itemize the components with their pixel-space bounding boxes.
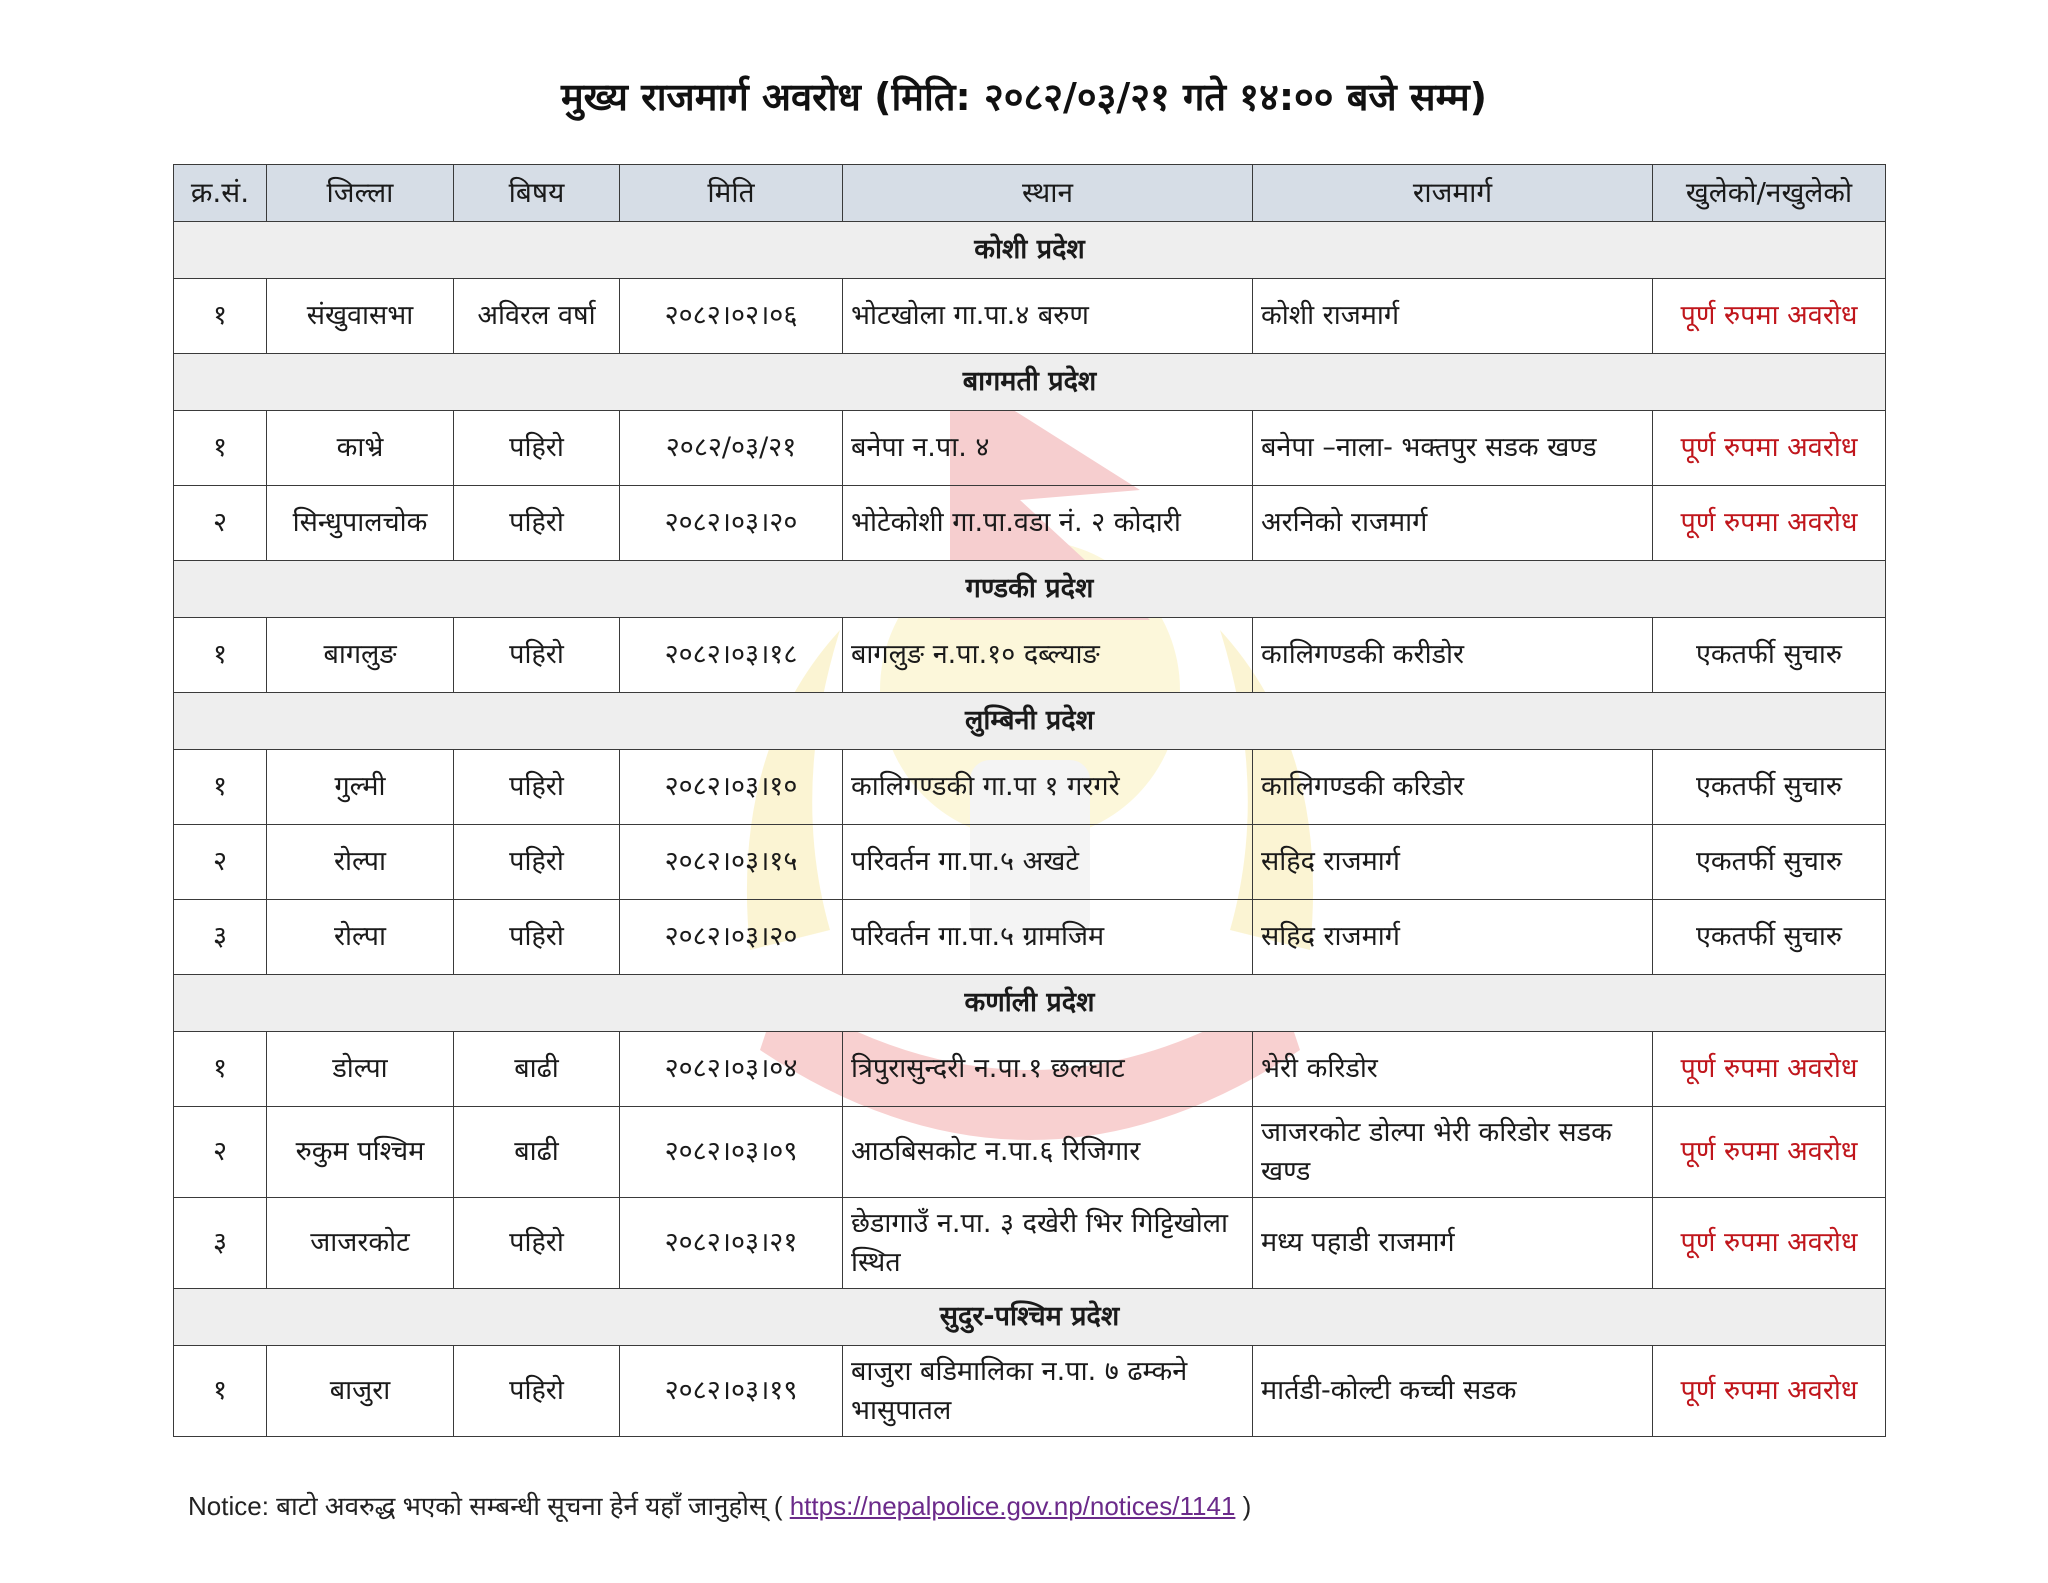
cell-status: एकतर्फी सुचारु — [1653, 618, 1886, 693]
section-title: कर्णाली प्रदेश — [174, 975, 1886, 1032]
cell-date: २०८२।०३।२० — [620, 486, 843, 561]
cell-district: सिन्धुपालचोक — [267, 486, 454, 561]
cell-place: छेडागाउँ न.पा. ३ दखेरी भिर गिट्टिखोला स्थित — [843, 1198, 1253, 1289]
cell-subject: पहिरो — [454, 1346, 620, 1437]
cell-place: परिवर्तन गा.पा.५ अखटे — [843, 825, 1253, 900]
cell-subject: बाढी — [454, 1107, 620, 1198]
cell-date: २०८२।०३।०४ — [620, 1032, 843, 1107]
cell-status: पूर्ण रुपमा अवरोध — [1653, 1346, 1886, 1437]
section-row — [174, 1289, 1886, 1346]
section-row — [174, 354, 1886, 411]
cell-highway: कोशी राजमार्ग — [1253, 279, 1653, 354]
cell-highway: सहिद राजमार्ग — [1253, 825, 1653, 900]
cell-place: भोटखोला गा.पा.४ बरुण — [843, 279, 1253, 354]
cell-sn: २ — [174, 825, 267, 900]
section-row — [174, 975, 1886, 1032]
cell-district: रोल्पा — [267, 900, 454, 975]
cell-status: पूर्ण रुपमा अवरोध — [1653, 1032, 1886, 1107]
cell-highway: अरनिको राजमार्ग — [1253, 486, 1653, 561]
table-row — [174, 750, 1886, 825]
cell-sn: ३ — [174, 900, 267, 975]
table-row — [174, 618, 1886, 693]
cell-place: बागलुङ न.पा.१० दब्ल्याङ — [843, 618, 1253, 693]
cell-sn: २ — [174, 486, 267, 561]
section-row — [174, 222, 1886, 279]
cell-subject: पहिरो — [454, 900, 620, 975]
cell-highway: सहिद राजमार्ग — [1253, 900, 1653, 975]
cell-date: २०८२।०३।१९ — [620, 1346, 843, 1437]
col-header-district: जिल्ला — [267, 165, 454, 222]
cell-subject: पहिरो — [454, 411, 620, 486]
cell-highway: जाजरकोट डोल्पा भेरी करिडोर सडक खण्ड — [1253, 1107, 1653, 1198]
cell-sn: १ — [174, 411, 267, 486]
cell-date: २०८२।०३।१८ — [620, 618, 843, 693]
cell-district: रुकुम पश्चिम — [267, 1107, 454, 1198]
cell-subject: पहिरो — [454, 618, 620, 693]
col-header-subject: बिषय — [454, 165, 620, 222]
section-title: सुदुर-पश्चिम प्रदेश — [174, 1289, 1886, 1346]
col-header-status: खुलेको/नखुलेको — [1653, 165, 1886, 222]
cell-place: आठबिसकोट न.पा.६ रिजिगार — [843, 1107, 1253, 1198]
cell-date: २०८२।०३।२० — [620, 900, 843, 975]
cell-subject: पहिरो — [454, 486, 620, 561]
cell-subject: पहिरो — [454, 750, 620, 825]
notice-line — [188, 1487, 1251, 1523]
cell-status: पूर्ण रुपमा अवरोध — [1653, 411, 1886, 486]
table-row — [174, 486, 1886, 561]
cell-place: बाजुरा बडिमालिका न.पा. ७ ढम्कने भासुपातल — [843, 1346, 1253, 1437]
cell-sn: १ — [174, 279, 267, 354]
cell-status: एकतर्फी सुचारु — [1653, 750, 1886, 825]
cell-place: बनेपा न.पा. ४ — [843, 411, 1253, 486]
notice-suffix: ) — [1235, 1491, 1252, 1521]
cell-subject: बाढी — [454, 1032, 620, 1107]
cell-place: परिवर्तन गा.पा.५ ग्रामजिम — [843, 900, 1253, 975]
table-row — [174, 1107, 1886, 1198]
table-row — [174, 1032, 1886, 1107]
col-header-date: मिति — [620, 165, 843, 222]
cell-highway: कालिगण्डकी करीडोर — [1253, 618, 1653, 693]
cell-subject: पहिरो — [454, 1198, 620, 1289]
section-title: कोशी प्रदेश — [174, 222, 1886, 279]
cell-status: एकतर्फी सुचारु — [1653, 900, 1886, 975]
cell-highway: मध्य पहाडी राजमार्ग — [1253, 1198, 1653, 1289]
cell-district: काभ्रे — [267, 411, 454, 486]
cell-status: पूर्ण रुपमा अवरोध — [1653, 486, 1886, 561]
section-title: बागमती प्रदेश — [174, 354, 1886, 411]
section-row — [174, 693, 1886, 750]
cell-date: २०८२।०२।०६ — [620, 279, 843, 354]
cell-date: २०८२।०३।२१ — [620, 1198, 843, 1289]
page-title: मुख्य राजमार्ग अवरोध (मिति: २०८२/०३/२१ गते १४:०० बजे सम्म) — [560, 75, 1488, 119]
cell-status: पूर्ण रुपमा अवरोध — [1653, 279, 1886, 354]
cell-subject: अविरल वर्षा — [454, 279, 620, 354]
cell-highway: बनेपा –नाला- भक्तपुर सडक खण्ड — [1253, 411, 1653, 486]
cell-district: गुल्मी — [267, 750, 454, 825]
col-header-highway: राजमार्ग — [1253, 165, 1653, 222]
cell-date: २०८२/०३/२१ — [620, 411, 843, 486]
cell-date: २०८२।०३।१० — [620, 750, 843, 825]
cell-place: भोटेकोशी गा.पा.वडा नं. २ कोदारी — [843, 486, 1253, 561]
cell-sn: १ — [174, 1032, 267, 1107]
table-row — [174, 825, 1886, 900]
col-header-sn: क्र.सं. — [174, 165, 267, 222]
cell-sn: २ — [174, 1107, 267, 1198]
cell-place: त्रिपुरासुन्दरी न.पा.१ छलघाट — [843, 1032, 1253, 1107]
table-row — [174, 900, 1886, 975]
cell-district: बागलुङ — [267, 618, 454, 693]
notice-text: Notice: बाटो अवरुद्ध भएको सम्बन्धी सूचना हेर्न यहाँ जानुहोस् ( — [188, 1491, 790, 1521]
cell-highway: भेरी करिडोर — [1253, 1032, 1653, 1107]
cell-district: बाजुरा — [267, 1346, 454, 1437]
section-title: गण्डकी प्रदेश — [174, 561, 1886, 618]
cell-date: २०८२।०३।०९ — [620, 1107, 843, 1198]
table-header-row — [174, 165, 1886, 222]
cell-status: पूर्ण रुपमा अवरोध — [1653, 1198, 1886, 1289]
col-header-place: स्थान — [843, 165, 1253, 222]
cell-district: रोल्पा — [267, 825, 454, 900]
cell-district: जाजरकोट — [267, 1198, 454, 1289]
cell-highway: कालिगण्डकी करिडोर — [1253, 750, 1653, 825]
table-row — [174, 1198, 1886, 1289]
notice-link[interactable]: https://nepalpolice.gov.np/notices/1141 — [789, 1491, 1236, 1521]
cell-highway: मार्तडी-कोल्टी कच्ची सडक — [1253, 1346, 1653, 1437]
table-row — [174, 1346, 1886, 1437]
cell-sn: ३ — [174, 1198, 267, 1289]
section-title: लुम्बिनी प्रदेश — [174, 693, 1886, 750]
table-row — [174, 279, 1886, 354]
road-obstruction-table — [173, 164, 1886, 1437]
cell-district: डोल्पा — [267, 1032, 454, 1107]
cell-status: एकतर्फी सुचारु — [1653, 825, 1886, 900]
cell-sn: १ — [174, 1346, 267, 1437]
cell-sn: १ — [174, 750, 267, 825]
cell-district: संखुवासभा — [267, 279, 454, 354]
cell-sn: १ — [174, 618, 267, 693]
cell-status: पूर्ण रुपमा अवरोध — [1653, 1107, 1886, 1198]
cell-date: २०८२।०३।१५ — [620, 825, 843, 900]
cell-place: कालिगण्डकी गा.पा १ गरगरे — [843, 750, 1253, 825]
table-row — [174, 411, 1886, 486]
section-row — [174, 561, 1886, 618]
cell-subject: पहिरो — [454, 825, 620, 900]
